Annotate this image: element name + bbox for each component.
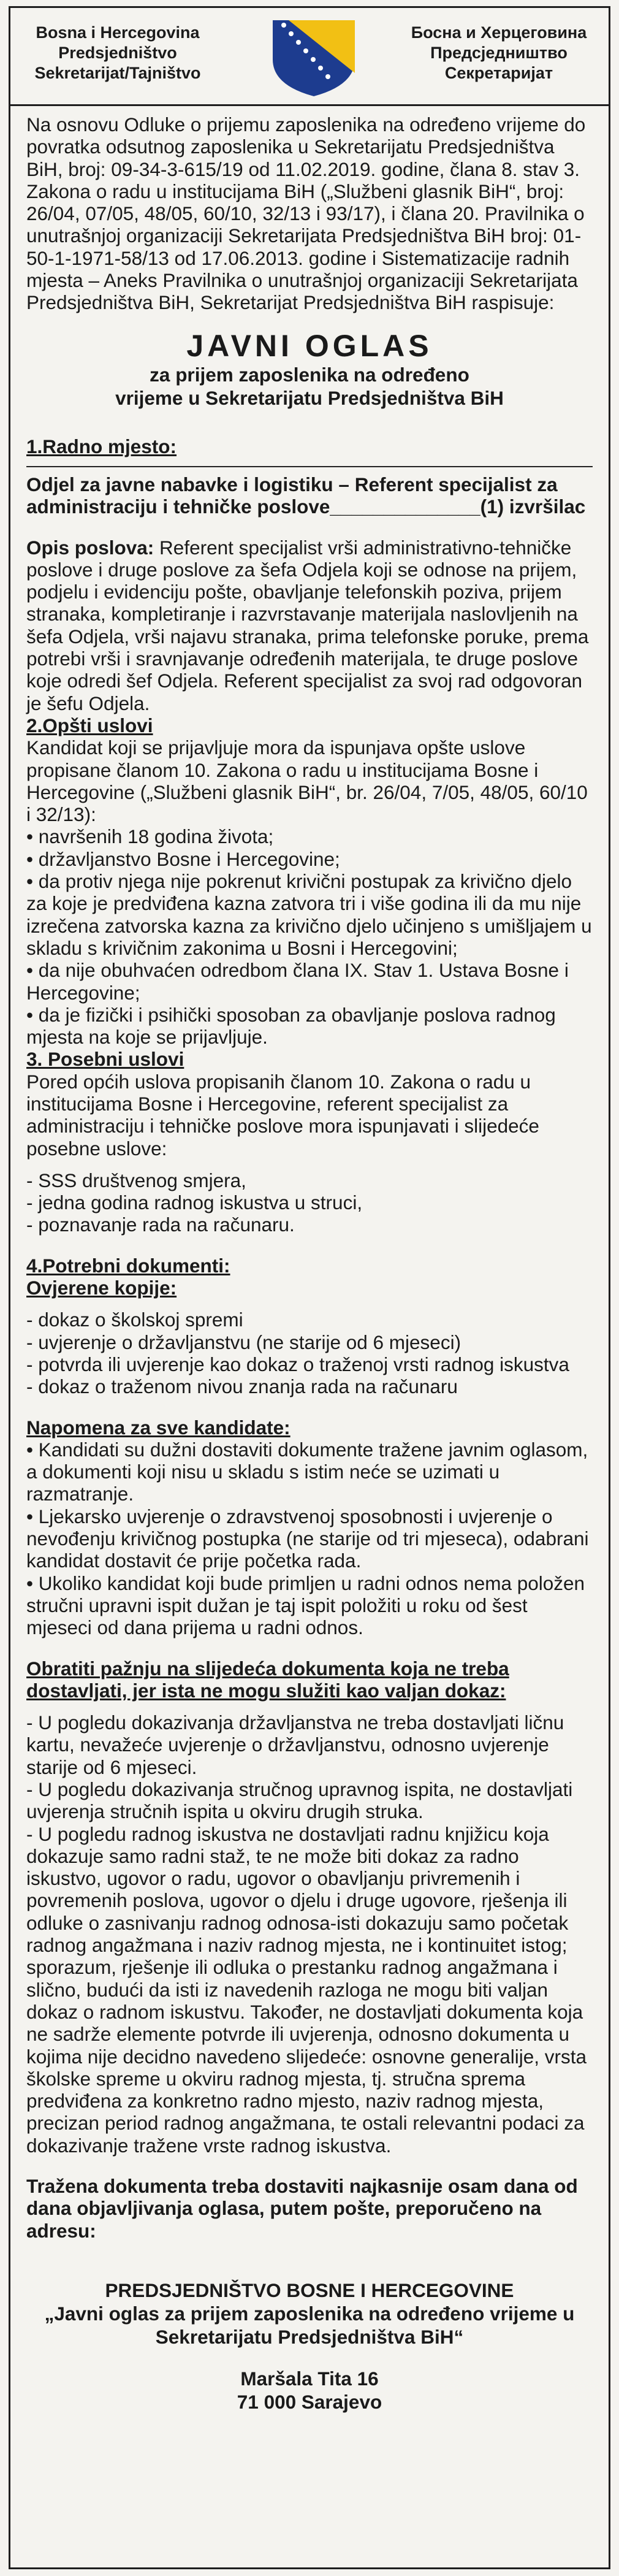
special-conditions-list (26, 1169, 593, 1236)
list-item: - potvrda ili uvjerenje kao dokaz o traženoj vrsti radnog iskustva (26, 1353, 569, 1375)
section-2-intro: Kandidat koji se prijavljuje mora da ispunjava opšte uslove propisane članom 10. Zakona o radu u institucijama Bosne i Hercegovine („Službeni glasnik BiH“, br. 26/04, 7/05, 48/05, 60/10 i 32/13): (26, 736, 588, 826)
ad-frame (9, 6, 610, 2569)
section-1-heading: 1.Radno mjesto: (26, 435, 177, 457)
list-item: • da nije obuhvaćen odredbom člana IX. Stav 1. Ustava Bosne i Hercegovine; (26, 959, 569, 1004)
section-3-intro: Pored općih uslova propisanih članom 10. Zakona o radu u institucijama Bosne i Hercegovine, referent specijalist za administraciju i tehničke poslove mora ispunjavati i slijedeće posebne uslove: (26, 1070, 539, 1160)
job-description-text: Referent specijalist vrši administrativno-tehničke poslove i druge poslove za šefa Odjela koji se odnose na prijem, podjelu i evidenciju pošte, obavljanje telefonskih poziva, prijem stranaka, kompletiranje i razvrstavanje materijala naslovljenih na šefa Odjela, vrši najavu stranaka, prima telefonske poruke, prema potrebi vrši i sravnjavanje određenih materijala, te druge poslove koje odredi šef Odjela. Referent specijalist za svoj rad odgovoran je šefu Odjela. (26, 536, 589, 714)
ad-header (10, 8, 609, 106)
list-item: - uvjerenje o državljanstvu (ne starije od 6 mjeseci) (26, 1331, 461, 1353)
list-item: - U pogledu dokazivanja državljanstva ne treba dostavljati ličnu kartu, nevažeće uvjerenje o državljanstvu, odnosno uvjerenje starije od 6 mjeseci. (26, 1711, 564, 1778)
notes-list (26, 1439, 593, 1639)
section-2-heading: 2.Opšti uslovi (26, 714, 153, 736)
section-3-heading: 3. Posebni uslovi (26, 1048, 184, 1071)
ad-title: JAVNI OGLAS (186, 328, 433, 363)
header-latin-line: Bosna i Hercegovina (36, 23, 200, 42)
subtitle-line: vrijeme u Sekretarijatu Predsjedništva BiH (115, 386, 504, 409)
header-latin-line: Predsjedništvo (58, 44, 177, 62)
list-item: - SSS društvenog smjera, (26, 1169, 246, 1191)
attention-heading: Obratiti pažnju na slijedeća dokumenta koja ne treba dostavljati, jer ista ne mogu služiti kao valjan dokaz: (26, 1657, 509, 1702)
list-item: - dokaz o školskoj spremi (26, 1309, 243, 1331)
header-latin-line: Sekretarijat/Tajništvo (34, 64, 201, 82)
header-cyrillic-line: Секретаријат (444, 64, 553, 82)
address-city: 71 000 Sarajevo (237, 2390, 382, 2413)
list-item: • Kandidati su dužni dostaviti dokumente tražene javnim oglasom, a dokumenti koji nisu u skladu s istim neće se uzimati u razmatranje. (26, 1438, 588, 1505)
list-item: • navršenih 18 godina života; (26, 825, 274, 848)
header-latin (17, 23, 219, 83)
notes-heading: Napomena za sve kandidate: (26, 1416, 291, 1439)
header-cyrillic-line: Предсједништво (430, 44, 568, 62)
header-cyrillic (398, 23, 600, 83)
job-description (26, 537, 593, 714)
divider (26, 466, 593, 467)
ad-subtitle (26, 363, 593, 410)
coat-of-arms-icon (268, 17, 360, 99)
list-item: - U pogledu radnog iskustva ne dostavljati radnu knjižicu koja dokazuje samo radni staž, te ne može biti dokaz za radno iskustvo, ugovor o radu, ugovor o obavljanju privremenih i povremenih poslova, ugovor o djelu i druge ugovore, rješenja ili odluke o zasnivanju radnog odnosa-isti dokazuju samo početak radnog angažmana i naziv radnog mjesta, ne i kontinuitet istog; sporazum, rješenje ili odluka o prestanku radnog angažmana i slično, budući da isti iz navedenih razloga ne mogu biti valjan dokaz o radnom iskustvu. Također, ne dostavljati dokumenta koja ne sadrže elemente potvrde ili uvjerenja, odnosno dokumenta u kojima nije decidno navedeno slijedeće: osnovne generalije, vrsta školske spreme u okviru radnog mjesta, tj. stručna sprema predviđena za konkretno radno mjesto, naziv radnog mjesta, precizan period radnog angažmana, te ostali relevantni podaci za dokazivanje tražene vrste radnog iskustva. (26, 1822, 587, 2157)
list-item: • da je fizički i psihički sposoban za obavljanje poslova radnog mjesta na koje se prijavljuje. (26, 1003, 556, 1049)
subtitle-line: za prijem zaposlenika na određeno (150, 363, 469, 386)
intro-paragraph: Na osnovu Odluke o prijemu zaposlenika na određeno vrijeme do povratka odsutnog zaposlenika u Sekretarijatu Predsjedništva BiH, broj: 09-34-3-615/19 od 11.02.2019. godine, člana 8. stav 3. Zakona o radu u institucijama BiH („Službeni glasnik BiH“, broj: 26/04, 07/05, 48/05, 60/10, 32/13 i 93/17), i člana 20. Pravilnika o unutrašnjoj organizaciji Sekretarijata Predsjedništva BiH broj: 01-50-1-1971-58/13 od 17.06.2013. godine i Sistematizacije radnih mjesta – Aneks Pravilnika o unutrašnjoj organizaciji Sekretarijata Predsjedništva BiH, Sekretarijat Predsjedništva BiH raspisuje: (26, 113, 586, 314)
list-item: • Ljekarsko uvjerenje o zdravstvenoj sposobnosti i uvjerenje o nevođenju krivičnog postupka (ne starije od tri mjeseca), odabrani kandidat dostavit će prije početka rada. (26, 1505, 589, 1572)
deadline-paragraph: Tražena dokumenta treba dostaviti najkasnije osam dana od dana objavljivanja oglasa, putem pošte, preporučeno na adresu: (26, 2175, 578, 2242)
general-conditions-list (26, 825, 593, 1048)
list-item: • Ukoliko kandidat koji bude primljen u radni odnos nema položen stručni upravni ispit dužan je taj ispit položiti u roku od šest mjeseci od dana prijema u radni odnos. (26, 1572, 585, 1639)
list-item: - jedna godina radnog iskustva u struci, (26, 1191, 363, 1214)
mailing-address (26, 2260, 593, 2414)
list-item: - poznavanje rada na računaru. (26, 1213, 295, 1236)
list-item: • državljanstvo Bosne i Hercegovine; (26, 847, 340, 870)
list-item: • da protiv njega nije pokrenut krivični postupak za krivično djelo za koje je predviđena kazna zatvora tri i više godina ili da mu nije izrečena zatvorska kazna za krivično djelo učinjeno s umišljajem u skladu s krivičnim zakonima u Bosni i Hercegovini; (26, 870, 592, 959)
header-cyrillic-line: Босна и Херцеговина (411, 23, 587, 42)
position-title: Odjel za javne nabavke i logistiku – Referent specijalist za administraciju i tehničke poslove______________(1) izvršilac (26, 473, 586, 518)
required-documents-list (26, 1309, 593, 1397)
list-item: - U pogledu dokazivanja stručnog upravnog ispita, ne dostavljati uvjerenja stručnih ispita u okviru drugih struka. (26, 1778, 573, 1823)
section-4-heading: 4.Potrebni dokumenti: (26, 1254, 230, 1277)
address-reference: „Javni oglas za prijem zaposlenika na određeno vrijeme u Sekretarijatu Predsjedništva BiH“ (44, 2302, 575, 2348)
job-description-label: Opis poslova: (26, 536, 154, 559)
list-item: - dokaz o traženom nivou znanja rada na računaru (26, 1375, 458, 1398)
certified-copies-heading: Ovjerene kopije: (26, 1277, 177, 1299)
address-organization: PREDSJEDNIŠTVO BOSNE I HERCEGOVINE (105, 2279, 514, 2301)
address-street: Maršala Tita 16 (240, 2367, 379, 2390)
ad-body (10, 106, 609, 2414)
attention-list (26, 1711, 593, 2157)
